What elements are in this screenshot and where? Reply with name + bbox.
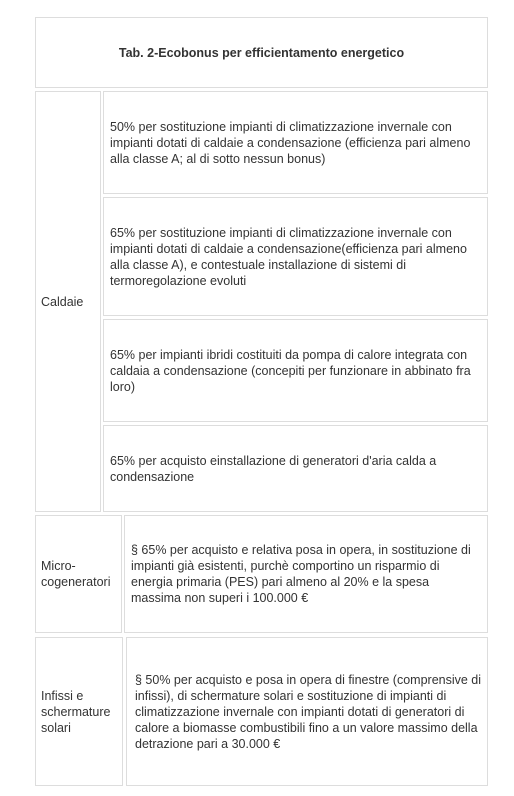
table-title-cell <box>35 17 488 88</box>
caldaie-row-4 <box>103 425 488 512</box>
section-label-infissi: Infissi e schermature solari <box>41 688 111 735</box>
row-text: 50% per sostituzione impianti di climatizzazione invernale con impianti dotati di caldaie a condensazione (efficienza pari almeno alla classe A; al di sotto nessun bonus) <box>110 119 471 166</box>
caldaie-label-cell <box>35 91 101 512</box>
section-label-microcogeneratori: Micro- cogeneratori <box>41 559 111 589</box>
row-text: 65% per sostituzione impianti di climatizzazione invernale con impianti dotati di caldaie a condensazione(efficienza pari almeno alla classe A), e contestuale installazione di sistemi di termoregolazione evoluti <box>110 225 467 288</box>
row-text: 65% per impianti ibridi costituiti da pompa di calore integrata con caldaia a condensazione (concepiti per funzionare in abbinato fra loro) <box>110 347 471 394</box>
section-label-caldaie: Caldaie <box>41 294 84 309</box>
row-text: § 65% per acquisto e relativa posa in opera, in sostituzione di impianti già esistenti, purchè comportino un risparmio di energia primaria (PES) pari almeno al 20% e la spesa massima non superi i 100.000 € <box>131 543 471 605</box>
caldaie-row-3 <box>103 319 488 422</box>
row-text: 65% per acquisto einstallazione di generatori d'aria calda a condensazione <box>110 453 437 484</box>
microcogeneratori-label-cell <box>35 515 122 633</box>
infissi-row-1 <box>126 637 488 786</box>
table-title: Tab. 2-Ecobonus per efficientamento energetico <box>118 45 405 60</box>
infissi-label-cell <box>35 637 123 786</box>
row-text: § 50% per acquisto e posa in opera di finestre (comprensive di infissi), di schermature solari e sostituzione di impianti di climatizzazione invernale con impianti dotati di generatori di calore a biomasse combustibili fino a un valore massimo della detrazione pari a 30.000 € <box>135 672 482 751</box>
caldaie-row-1 <box>103 91 488 194</box>
caldaie-row-2 <box>103 197 488 316</box>
microcogeneratori-row-1 <box>124 515 488 633</box>
